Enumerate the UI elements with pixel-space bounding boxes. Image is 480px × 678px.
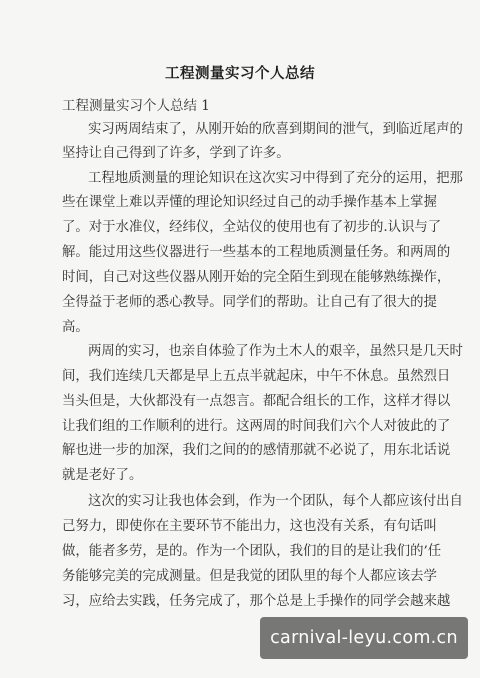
paragraph-line: 间，我们连续几天都是早上五点半就起床，中午不休息。虽然烈日 [62, 369, 451, 384]
document-title: 工程测量实习个人总结 [165, 65, 315, 82]
section-heading: 工程测量实习个人总结 1 [62, 98, 210, 114]
paragraph-line: 当头但是，大伙都没有一点怨言。都配合组长的工作，这样才得以 [62, 394, 451, 409]
watermark-badge: carnival-leyu.com.cn [260, 617, 468, 659]
paragraph-line: 工程地质测量的理论知识在这次实习中得到了充分的运用，把那 [88, 171, 463, 186]
paragraph-line: 习，应给去实践，任务完成了，那个总是上手操作的同学会越来越 [62, 594, 451, 609]
paragraph-line: 让我们组的工作顺利的进行。这两周的时间我们六个人对彼此的了 [62, 419, 451, 434]
paragraph-line: 解。能过用这些仪器进行一些基本的工程地质测量任务。和两周的 [62, 245, 451, 260]
paragraph-line: 了。对于水准仪，经纬仪，全站仪的使用也有了初步的.认识与了 [62, 220, 442, 235]
paragraph-line: 做，能者多劳，是的。作为一个团队，我们的目的是让我们的’任 [62, 544, 442, 559]
paragraph-line: 两周的实习，也亲自体验了作为土木人的艰辛，虽然只是几天时 [88, 344, 463, 359]
paragraph-line: 解也进一步的加深，我们之间的的感情那就不必说了，用东北话说 [62, 443, 451, 458]
paragraph-line: 己努力，即使你在主要环节不能出力，这也没有关系，有句话叫 [62, 519, 437, 534]
paragraph-line: 实习两周结束了，从刚开始的欣喜到期间的泄气，到临近尾声的 [88, 122, 463, 137]
paragraph-line: 坚持让自己得到了许多，学到了许多。 [62, 146, 290, 161]
paragraph-line: 些在课堂上难以弄懂的理论知识经过自己的动手操作基本上掌握 [62, 195, 437, 210]
paragraph-line: 务能够完美的完成测量。但是我觉的团队里的每个人都应该去学 [62, 569, 437, 584]
paragraph-line: 这次的实习让我也体会到，作为一个团队，每个人都应该付出自 [88, 494, 463, 509]
paragraph-line: 就是老好了。 [62, 468, 143, 483]
paragraph-line: 全得益于老师的悉心教导。同学们的帮助。让自己有了很大的提 [62, 295, 437, 310]
paragraph-line: 时间，自己对这些仪器从刚开始的完全陌生到现在能够熟练操作， [62, 270, 451, 285]
paragraph-line: 高。 [62, 320, 89, 335]
